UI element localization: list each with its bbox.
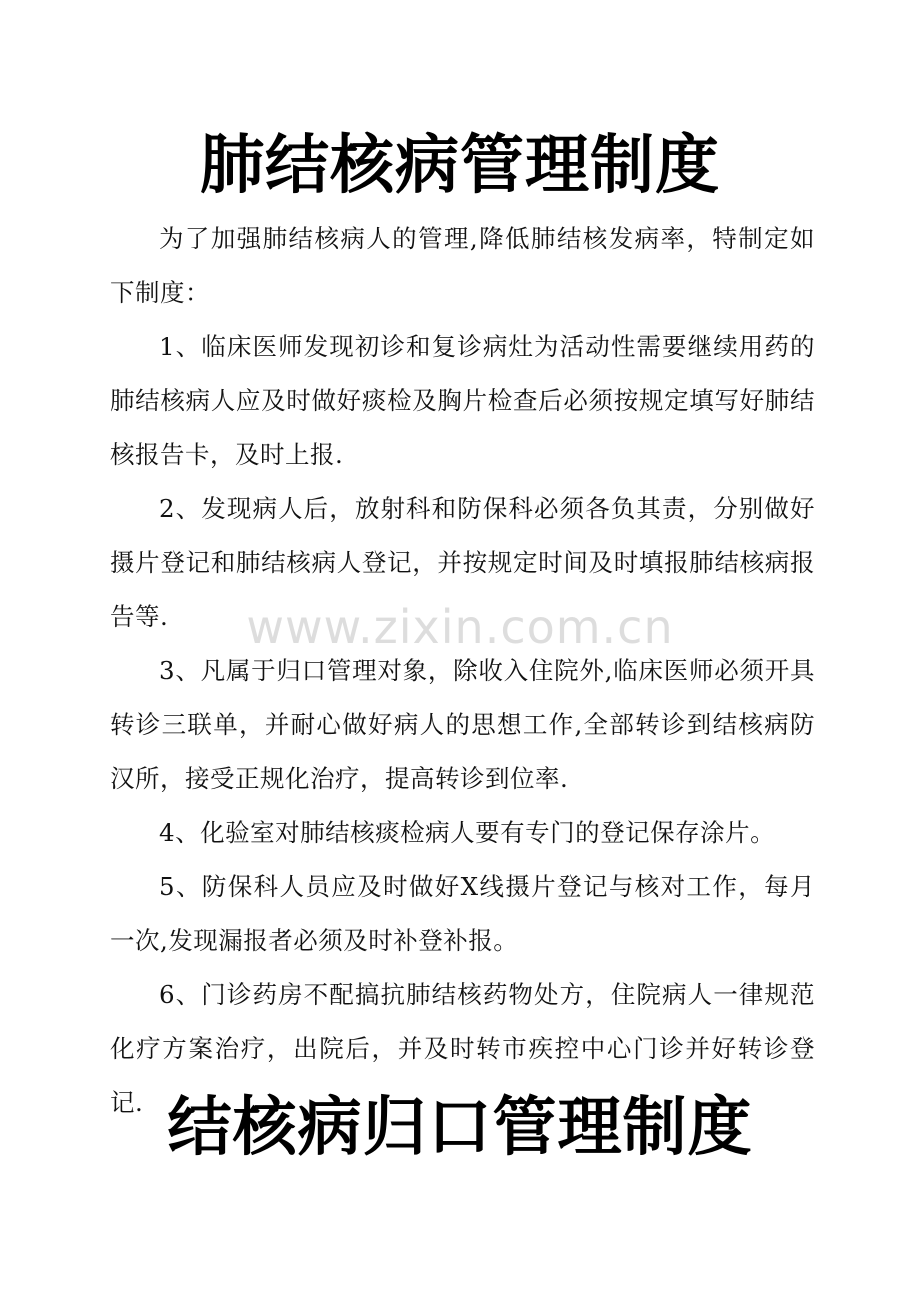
rule-paragraph-2: 2、发现病人后，放射科和防保科必须各负其责，分别做好摄片登记和肺结核病人登记，并按规定时间及时填报肺结核病报告等.	[110, 494, 815, 631]
intro-paragraph: 为了加强肺结核病人的管理,降低肺结核发病率，特制定如下制度：	[110, 224, 815, 307]
site-watermark: www.zixin.com.cn	[246, 600, 674, 654]
rule-paragraph-3: 3、凡属于归口管理对象，除收入住院外,临床医师必须开具转诊三联单，并耐心做好病人的思想工作,全部转诊到结核病防汉所，接受正规化治疗，提高转诊到位率.	[110, 656, 815, 793]
rule-paragraph-5: 5、防保科人员应及时做好X线摄片登记与核对工作，每月一次,发现漏报者必须及时补登补报。	[110, 872, 815, 955]
rule-paragraph-4: 4、化验室对肺结核痰检病人要有专门的登记保存涂片。	[159, 818, 776, 847]
document-title: 肺结核病管理制度	[200, 129, 720, 203]
rule-paragraph-6: 6、门诊药房不配搞抗肺结核药物处方，住院病人一律规范化疗方案治疗，出院后，并及时转市疾控中心门诊并好转诊登记.	[110, 980, 815, 1117]
rule-paragraph-1: 1、临床医师发现初诊和复诊病灶为活动性需要继续用药的肺结核病人应及时做好痰检及胸片检查后必须按规定填写好肺结核报告卡，及时上报.	[110, 332, 815, 469]
next-section-title: 结核病归口管理制度	[167, 1091, 753, 1165]
document-body	[110, 212, 815, 1130]
